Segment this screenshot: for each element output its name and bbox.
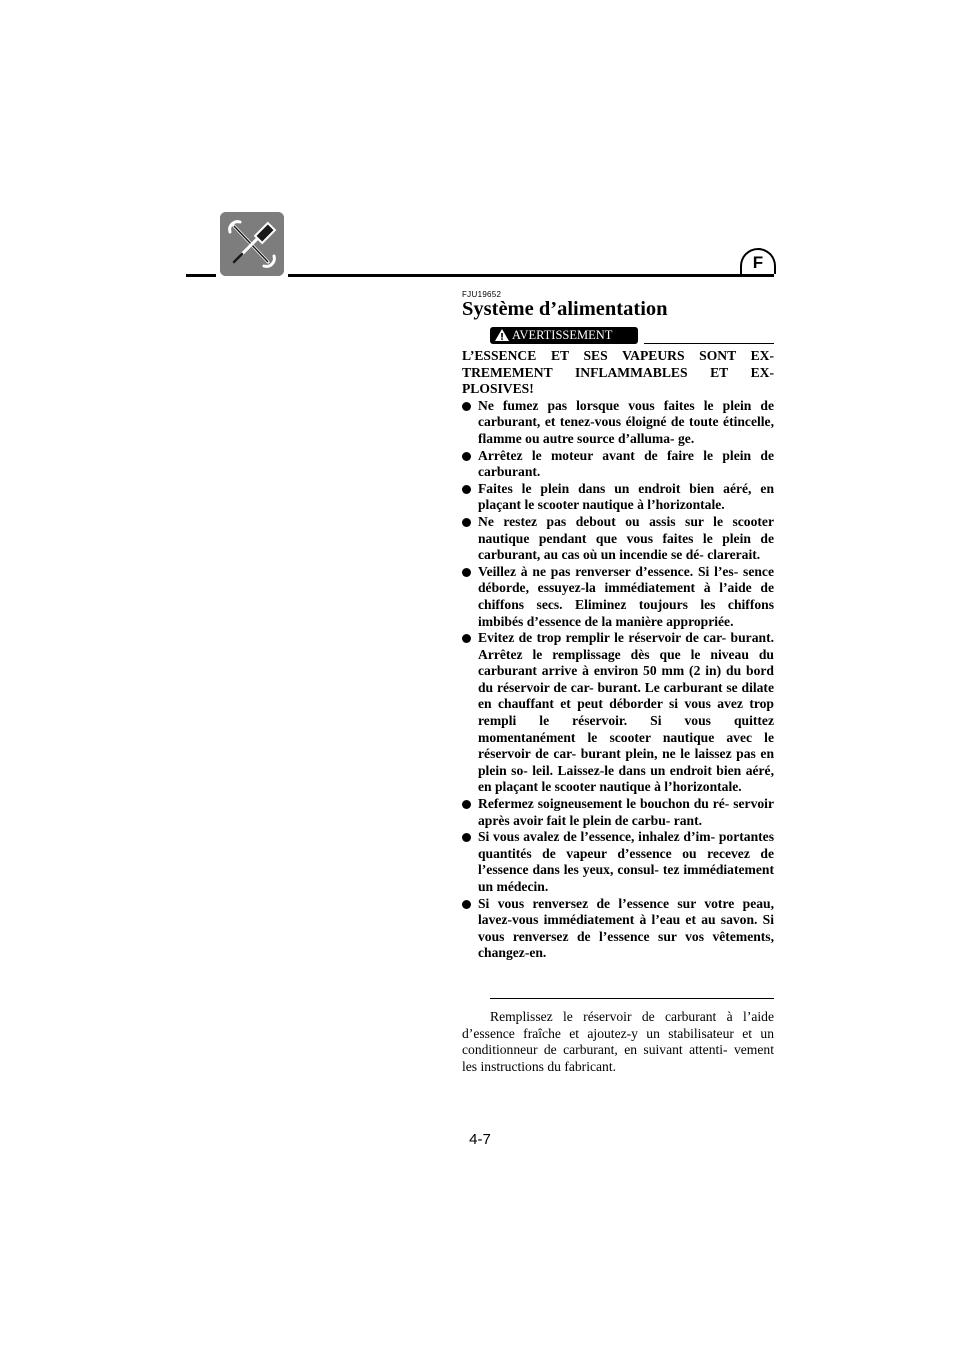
bullet-icon bbox=[462, 568, 471, 577]
warning-bottom-rule bbox=[490, 998, 774, 999]
warning-bullet-list bbox=[462, 398, 774, 962]
section-code: FJU19652 bbox=[462, 290, 502, 299]
bullet-icon bbox=[462, 833, 471, 842]
bullet-icon bbox=[462, 402, 471, 411]
bullet-icon bbox=[462, 800, 471, 809]
section-title: Système d’alimentation bbox=[462, 298, 668, 320]
warning-bullet: Evitez de trop remplir le réservoir de car- burant. Arrêtez le remplissage dès que le niveau du carburant arrive à environ 50 mm (2 in) du bord du réservoir de car- burant. Le carburant se dilate en chauffant et peut déborder si vous avez trop rempli le réservoir. Si vous quittez momentanément le scooter nautique avec le réservoir de car- burant plein, ne le laissez pas en plein so- leil. Laissez-le dans un endroit bien aéré, en plaçant le scooter nautique à l’horizontale. bbox=[462, 630, 774, 796]
warning-bullet: Si vous renversez de l’essence sur votre peau, lavez-vous immédiatement à l’eau et au savon. Si vous renversez de l’essence sur vos vêtements, changez-en. bbox=[462, 896, 774, 962]
bullet-icon bbox=[462, 452, 471, 461]
language-badge: F bbox=[740, 248, 776, 274]
warning-bullet: Faites le plein dans un endroit bien aéré, en plaçant le scooter nautique à l’horizontale. bbox=[462, 481, 774, 514]
warning-badge-label: AVERTISSEMENT bbox=[512, 328, 613, 342]
warning-body bbox=[462, 348, 774, 962]
warning-bullet: Refermez soigneusement le bouchon du ré- servoir après avoir fait le plein de carbu- rant. bbox=[462, 796, 774, 829]
warning-bullet: Veillez à ne pas renverser d’essence. Si l’es- sence déborde, essuyez-la immédiatement à l’aide de chiffons secs. Eliminez toujours les chiffons imbibés d’essence de la manière appropriée. bbox=[462, 564, 774, 630]
bullet-icon bbox=[462, 900, 471, 909]
warning-badge bbox=[490, 327, 638, 344]
warning-triangle-icon bbox=[494, 328, 510, 342]
warning-bullet: Si vous avalez de l’essence, inhalez d’im- portantes quantités de vapeur d’essence ou recevez de l’essence dans les yeux, consul- tez immédiatement un médecin. bbox=[462, 829, 774, 895]
bullet-icon bbox=[462, 518, 471, 527]
body-paragraph: Remplissez le réservoir de carburant à l’aide d’essence fraîche et ajoutez-y un stabilisateur et un conditionneur de carburant, en suivant attenti- vement les instructions du fabricant. bbox=[462, 1009, 774, 1074]
header-rule-right bbox=[288, 274, 774, 277]
warning-bullet: Ne restez pas debout ou assis sur le scooter nautique pendant que vous faites le plein de carburant, au cas où un incendie se dé- clarerait. bbox=[462, 514, 774, 564]
bullet-icon bbox=[462, 634, 471, 643]
page-number: 4-7 bbox=[469, 1131, 491, 1148]
warning-bullet: Ne fumez pas lorsque vous faites le plein de carburant, et tenez-vous éloigné de toute étincelle, flamme ou autre source d’alluma- ge. bbox=[462, 398, 774, 448]
tools-icon bbox=[220, 212, 284, 276]
warning-lead: L’ESSENCE ET SES VAPEURS SONT EX- TREMEMENT INFLAMMABLES ET EX- PLOSIVES! bbox=[462, 348, 774, 397]
bullet-icon bbox=[462, 485, 471, 494]
header-rule-left bbox=[186, 274, 216, 277]
warning-top-rule bbox=[644, 343, 774, 344]
warning-bullet: Arrêtez le moteur avant de faire le plein de carburant. bbox=[462, 448, 774, 481]
